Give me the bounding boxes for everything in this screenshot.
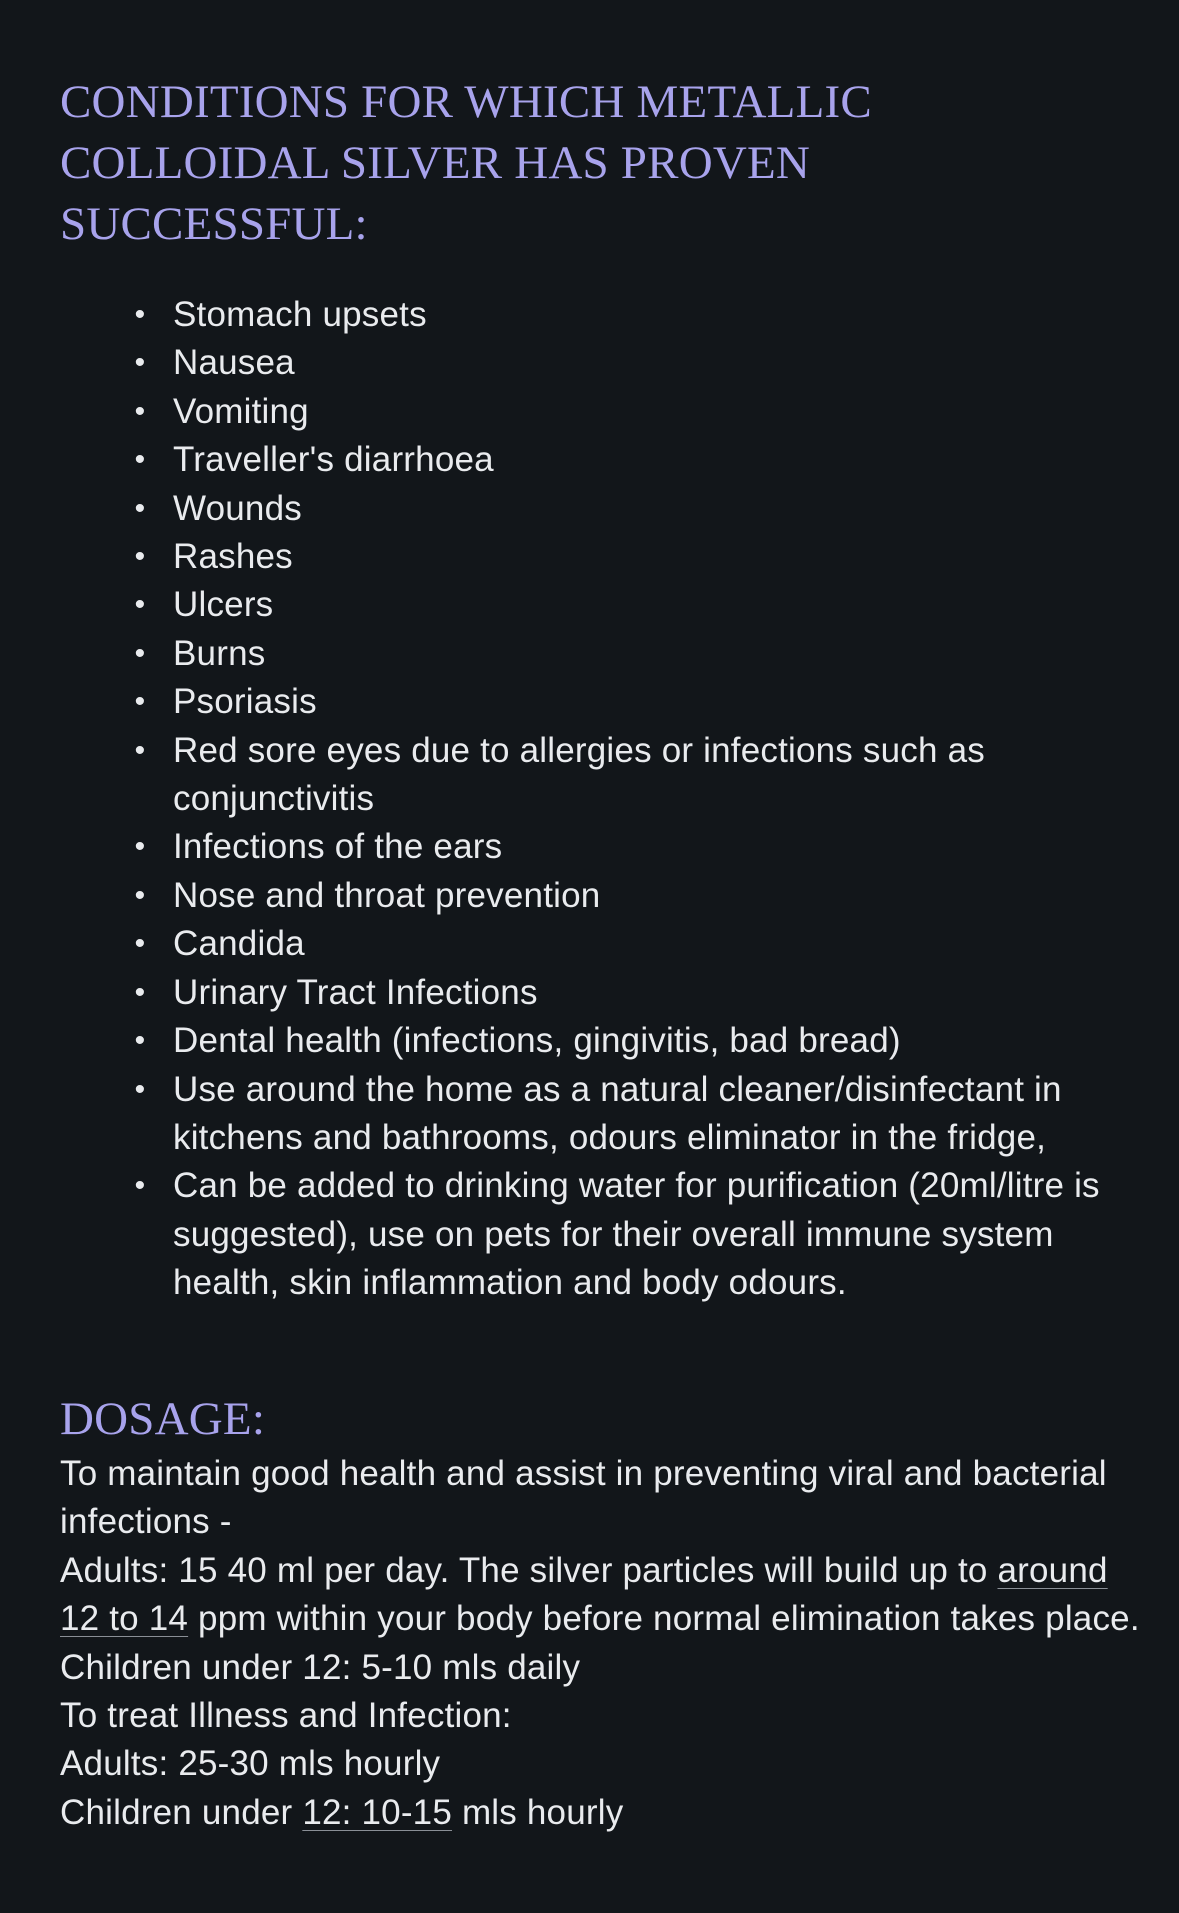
dosage-children-treat-text-a: Children under	[60, 1792, 303, 1832]
list-item-text: Burns	[173, 633, 266, 673]
list-item-text: Ulcers	[173, 585, 274, 625]
bullet-icon: •	[134, 685, 146, 719]
dosage-adults-maintain	[60, 1547, 1140, 1644]
bullet-icon: •	[134, 1169, 146, 1203]
dosage-intro: To maintain good health and assist in preventing viral and bacterial infections -	[60, 1454, 1107, 1542]
list-item-text: Red sore eyes due to allergies or infections such as conjunctivitis	[173, 730, 985, 819]
bullet-icon: •	[134, 443, 146, 477]
dosage-treat-heading: To treat Illness and Infection:	[60, 1696, 512, 1736]
bullet-icon: •	[134, 346, 146, 380]
list-item-text: Urinary Tract Infections	[173, 972, 538, 1012]
list-item-text: Vomiting	[173, 391, 309, 431]
list-item	[60, 920, 1120, 968]
dosage-children-treat-text-b: mls hourly	[452, 1792, 624, 1832]
list-item-text: Can be added to drinking water for purification (20ml/litre is suggested), use on pets for their overall immune system health, skin inflammation and body odours.	[173, 1166, 1100, 1303]
bullet-icon: •	[134, 927, 146, 961]
bullet-icon: •	[134, 636, 146, 670]
dosage-children-age-link[interactable]: 12: 10-15	[302, 1792, 453, 1832]
list-item	[60, 1066, 1120, 1163]
bullet-icon: •	[134, 878, 146, 912]
bullet-icon: •	[134, 540, 146, 574]
list-item-text: Psoriasis	[173, 682, 317, 722]
bullet-icon: •	[134, 1072, 146, 1106]
dosage-heading: DOSAGE:	[60, 1393, 266, 1445]
list-item-text: Traveller's diarrhoea	[173, 440, 494, 480]
list-item	[60, 533, 1120, 581]
bullet-icon: •	[134, 298, 146, 331]
list-item	[60, 1017, 1120, 1065]
list-item-text: Wounds	[173, 488, 302, 528]
conditions-list	[60, 291, 1120, 1308]
list-item	[60, 485, 1120, 533]
dosage-adults-maintain-text-b: ppm within your body before normal elimination takes place.	[188, 1599, 1140, 1639]
bullet-icon: •	[134, 588, 146, 622]
dosage-ppm-link[interactable]: around 12 to 14	[60, 1550, 1108, 1639]
list-item-text: Stomach upsets	[173, 295, 427, 334]
list-item	[60, 339, 1120, 387]
list-item-text: Candida	[173, 924, 305, 964]
list-item-text: Rashes	[173, 537, 293, 577]
list-item	[60, 969, 1120, 1017]
dosage-children-maintain: Children under 12: 5-10 mls daily	[60, 1647, 581, 1687]
bullet-icon: •	[134, 975, 146, 1009]
list-item	[60, 678, 1120, 726]
list-item-text: Infections of the ears	[173, 827, 503, 867]
list-item-text: Nose and throat prevention	[173, 875, 601, 915]
list-item	[60, 581, 1120, 629]
list-item	[60, 823, 1120, 871]
list-item	[60, 388, 1120, 436]
bullet-icon: •	[134, 830, 146, 864]
dosage-children-treat	[60, 1789, 1140, 1837]
list-item-text: Dental health (infections, gingivitis, bad bread)	[173, 1021, 901, 1061]
conditions-heading: CONDITIONS FOR WHICH METALLIC COLLOIDAL SILVER HAS PROVEN SUCCESSFUL:	[60, 76, 872, 250]
list-item	[60, 1162, 1120, 1307]
list-item-text: Nausea	[173, 343, 295, 383]
list-item	[60, 630, 1120, 678]
bullet-icon: •	[134, 1024, 146, 1058]
bullet-icon: •	[134, 491, 146, 525]
dosage-body	[60, 1450, 1140, 1837]
bullet-icon: •	[134, 733, 146, 767]
dosage-adults-maintain-text-a: Adults: 15 40 ml per day. The silver particles will build up to	[60, 1550, 998, 1590]
bullet-icon: •	[134, 394, 146, 428]
list-item	[60, 727, 1120, 824]
list-item	[60, 436, 1120, 484]
list-item-text: Use around the home as a natural cleaner/disinfectant in kitchens and bathrooms, odours eliminator in the fridge,	[173, 1069, 1062, 1157]
list-item	[60, 291, 1120, 339]
dosage-adults-treat: Adults: 25-30 mls hourly	[60, 1744, 441, 1784]
list-item	[60, 872, 1120, 920]
